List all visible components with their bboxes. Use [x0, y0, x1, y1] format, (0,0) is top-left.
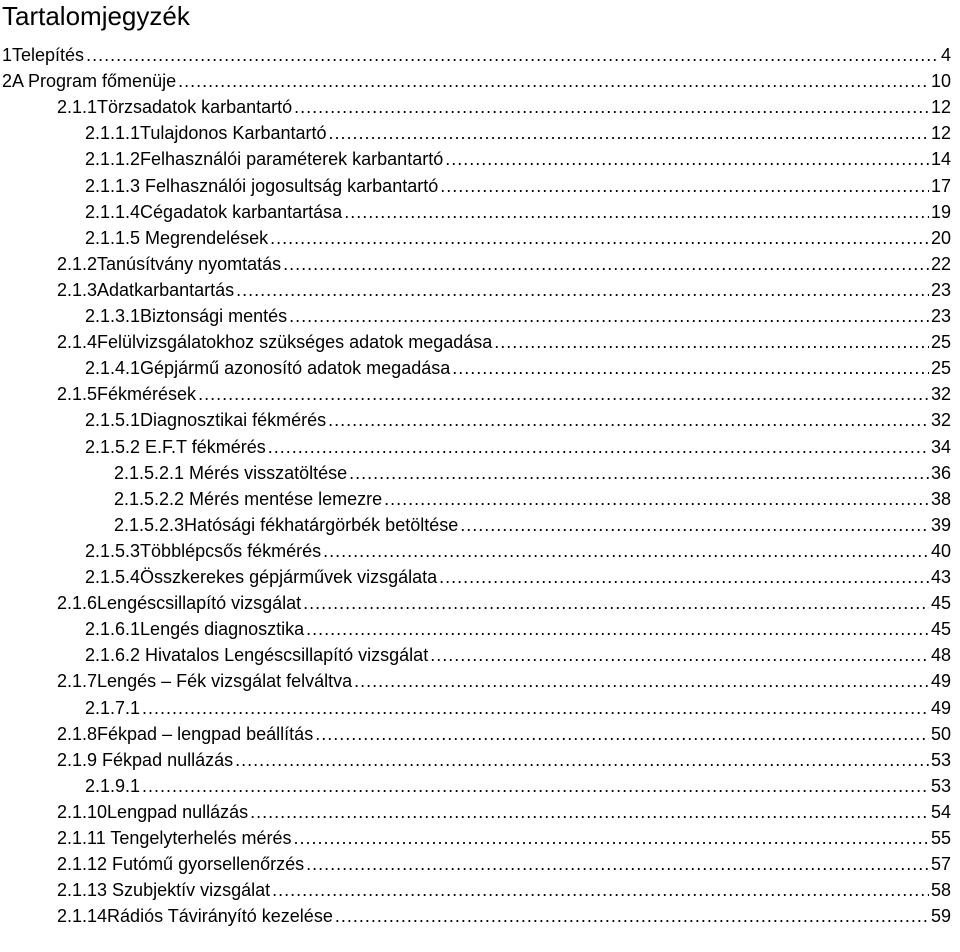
- toc-page-number: 45: [930, 619, 951, 640]
- toc-page-number: 32: [930, 410, 951, 431]
- toc-entry[interactable]: [114, 512, 951, 538]
- toc-page-number: 58: [930, 880, 951, 901]
- toc-page-number: 54: [930, 801, 951, 822]
- toc-page-number: 48: [930, 645, 951, 666]
- toc-dot-leader: [306, 851, 929, 877]
- toc-entry-title: 2.1.12 Futómű gyorsellenőrzés: [57, 854, 305, 875]
- toc-entry[interactable]: [85, 642, 951, 668]
- toc-page-number: 23: [930, 279, 951, 300]
- toc-dot-leader: [303, 590, 929, 616]
- toc-dot-leader: [452, 355, 929, 381]
- toc-entry[interactable]: [57, 381, 951, 407]
- toc-entry-title: 2.1.2Tanúsítvány nyomtatás: [57, 253, 282, 274]
- toc-dot-leader: [270, 225, 929, 251]
- toc-entry-title: 2.1.7.1: [85, 697, 141, 718]
- toc-entry[interactable]: [85, 199, 951, 225]
- toc-entry-title: 2.1.8Fékpad – lengpad beállítás: [57, 723, 314, 744]
- toc-dot-leader: [344, 199, 929, 225]
- toc-dot-leader: [440, 173, 929, 199]
- toc-entry-title: 2.1.9.1: [85, 775, 141, 796]
- toc-dot-leader: [349, 460, 929, 486]
- toc-entry[interactable]: [85, 695, 951, 721]
- toc-page-number: 22: [930, 253, 951, 274]
- toc-page-number: 53: [930, 749, 951, 770]
- toc-entry[interactable]: [57, 825, 951, 851]
- toc-page-number: 14: [930, 149, 951, 170]
- toc-entry[interactable]: [85, 355, 951, 381]
- toc-entry[interactable]: [85, 434, 951, 460]
- toc-page-number: 39: [930, 514, 951, 535]
- toc-dot-leader: [328, 407, 929, 433]
- toc-page-number: 23: [930, 306, 951, 326]
- toc-entry[interactable]: [57, 94, 951, 120]
- toc-dot-leader: [289, 303, 929, 329]
- toc-entry-title: 2.1.5.2.3Hatósági fékhatárgörbék betöltése: [114, 514, 459, 535]
- toc-entry-title: 2.1.6.1Lengés diagnosztika: [85, 619, 305, 640]
- toc-entry-title: 2.1.3.1Biztonsági mentés: [85, 306, 288, 326]
- toc-page-number: 4: [940, 45, 951, 65]
- toc-page-number: 36: [930, 462, 951, 483]
- toc-entry-title: 2A Program főmenüje: [2, 71, 177, 92]
- toc-entry-title: 2.1.7Lengés – Fék vizsgálat felváltva: [57, 671, 353, 692]
- toc-dot-leader: [293, 825, 928, 851]
- toc-entry-title: 2.1.5.2 E.F.T fékmérés: [85, 436, 266, 457]
- toc-page-number: 20: [930, 227, 951, 248]
- toc-entry[interactable]: [57, 277, 951, 303]
- toc-entry[interactable]: [57, 251, 951, 277]
- toc-page-number: 17: [930, 175, 951, 196]
- toc-page-number: 55: [930, 828, 951, 848]
- toc-dot-leader: [445, 146, 929, 172]
- toc-entry-title: 2.1.5.4Összkerekes gépjárművek vizsgálata: [85, 567, 438, 587]
- toc-entry[interactable]: [85, 173, 951, 199]
- toc-entry[interactable]: [114, 486, 951, 512]
- toc-entry[interactable]: [114, 460, 951, 486]
- toc-dot-leader: [323, 538, 929, 564]
- toc-page-number: 25: [930, 332, 951, 353]
- toc-page-number: 12: [930, 123, 951, 144]
- toc-dot-leader: [272, 877, 929, 903]
- toc-entry-title: 2.1.1.4Cégadatok karbantartása: [85, 201, 343, 222]
- toc-dot-leader: [306, 616, 929, 642]
- toc-page-number: 53: [930, 775, 951, 796]
- toc-page-number: 32: [930, 384, 951, 405]
- toc-entry-title: 2.1.1.3 Felhasználói jogosultság karbantartó: [85, 175, 439, 196]
- toc-dot-leader: [460, 512, 929, 538]
- toc-page-number: 45: [930, 593, 951, 614]
- toc-entry-title: 2.1.9 Fékpad nullázás: [57, 749, 234, 770]
- toc-entry[interactable]: [57, 799, 951, 825]
- toc-dot-leader: [315, 721, 929, 747]
- toc-entry[interactable]: [85, 146, 951, 172]
- toc-entry-title: 2.1.10Lengpad nullázás: [57, 801, 249, 822]
- toc-page-number: 10: [930, 71, 951, 92]
- toc-entry-title: 2.1.14Rádiós Távirányító kezelése: [57, 906, 333, 927]
- toc-entry-title: 2.1.5.2.1 Mérés visszatöltése: [114, 462, 348, 483]
- toc-page-number: 25: [930, 358, 951, 379]
- toc-dot-leader: [142, 695, 929, 721]
- toc-page-number: 34: [930, 436, 951, 457]
- toc-entry-title: 2.1.3Adatkarbantartás: [57, 279, 235, 300]
- toc-entry-title: 2.1.5Fékmérések: [57, 384, 197, 405]
- toc-entry-title: 2.1.6Lengéscsillapító vizsgálat: [57, 593, 302, 614]
- toc-entry-title: 2.1.11 Tengelyterhelés mérés: [57, 828, 292, 848]
- toc-entry[interactable]: [85, 564, 951, 590]
- toc-entry[interactable]: [57, 747, 951, 773]
- toc-entry-title: 2.1.1.5 Megrendelések: [85, 227, 269, 248]
- toc-dot-leader: [329, 120, 929, 146]
- toc-entry[interactable]: [85, 303, 951, 329]
- toc-entry-title: 2.1.4Felülvizsgálatokhoz szükséges adatok megadása: [57, 332, 493, 353]
- toc-entry-title: 2.1.4.1Gépjármű azonosító adatok megadása: [85, 358, 451, 379]
- toc-dot-leader: [268, 434, 929, 460]
- toc-page-number: 50: [930, 723, 951, 744]
- toc-dot-leader: [430, 642, 929, 668]
- toc-page-number: 49: [930, 697, 951, 718]
- toc-dot-leader: [439, 564, 929, 590]
- toc-dot-leader: [384, 486, 929, 512]
- toc-page-number: 12: [930, 97, 951, 118]
- toc-dot-leader: [354, 668, 929, 694]
- toc-entry[interactable]: [85, 407, 951, 433]
- toc-entry-title: 2.1.5.1Diagnosztikai fékmérés: [85, 410, 327, 431]
- toc-entry[interactable]: [57, 329, 951, 355]
- toc-entry[interactable]: [85, 120, 951, 146]
- toc-page-number: 49: [930, 671, 951, 692]
- toc-dot-leader: [198, 381, 929, 407]
- toc-page-number: 59: [930, 906, 951, 927]
- toc-page-number: 40: [930, 540, 951, 561]
- toc-page-number: 43: [930, 567, 951, 587]
- toc-entry-title: 2.1.13 Szubjektív vizsgálat: [57, 880, 271, 901]
- page-title: Tartalomjegyzék: [2, 1, 190, 31]
- toc-dot-leader: [236, 277, 929, 303]
- toc-entry-title: 2.1.5.2.2 Mérés mentése lemezre: [114, 488, 383, 509]
- toc-entry-title: 2.1.1.2Felhasználói paraméterek karbantartó: [85, 149, 444, 170]
- toc-page-number: 38: [930, 488, 951, 509]
- toc-dot-leader: [283, 251, 929, 277]
- toc-dot-leader: [335, 903, 929, 929]
- toc-entry-title: 2.1.5.3Többlépcsős fékmérés: [85, 540, 322, 561]
- toc-entry[interactable]: [2, 42, 951, 68]
- toc-entry[interactable]: [57, 877, 951, 903]
- toc-entry[interactable]: [85, 773, 951, 799]
- toc-dot-leader: [178, 68, 929, 94]
- toc-entry[interactable]: [57, 668, 951, 694]
- toc-dot-leader: [142, 773, 929, 799]
- toc-entry[interactable]: [57, 903, 951, 929]
- toc-dot-leader: [294, 94, 929, 120]
- toc-entry[interactable]: [57, 721, 951, 747]
- toc-entry-title: 2.1.1Törzsadatok karbantartó: [57, 97, 293, 118]
- toc-entry[interactable]: [85, 225, 951, 251]
- toc-dot-leader: [250, 799, 929, 825]
- toc-entry-title: 2.1.6.2 Hivatalos Lengéscsillapító vizsgálat: [85, 645, 429, 666]
- toc-entry-title: 1Telepítés: [2, 45, 85, 65]
- toc-entry[interactable]: [57, 851, 951, 877]
- toc-entry[interactable]: [2, 68, 951, 94]
- toc-entry[interactable]: [85, 616, 951, 642]
- toc-dot-leader: [86, 42, 939, 68]
- toc-entry-title: 2.1.1.1Tulajdonos Karbantartó: [85, 123, 327, 144]
- toc-page-number: 19: [930, 201, 951, 222]
- toc-entry[interactable]: [57, 590, 951, 616]
- toc-dot-leader: [235, 747, 929, 773]
- toc-page-number: 57: [930, 854, 951, 875]
- toc-entry[interactable]: [85, 538, 951, 564]
- toc-dot-leader: [494, 329, 929, 355]
